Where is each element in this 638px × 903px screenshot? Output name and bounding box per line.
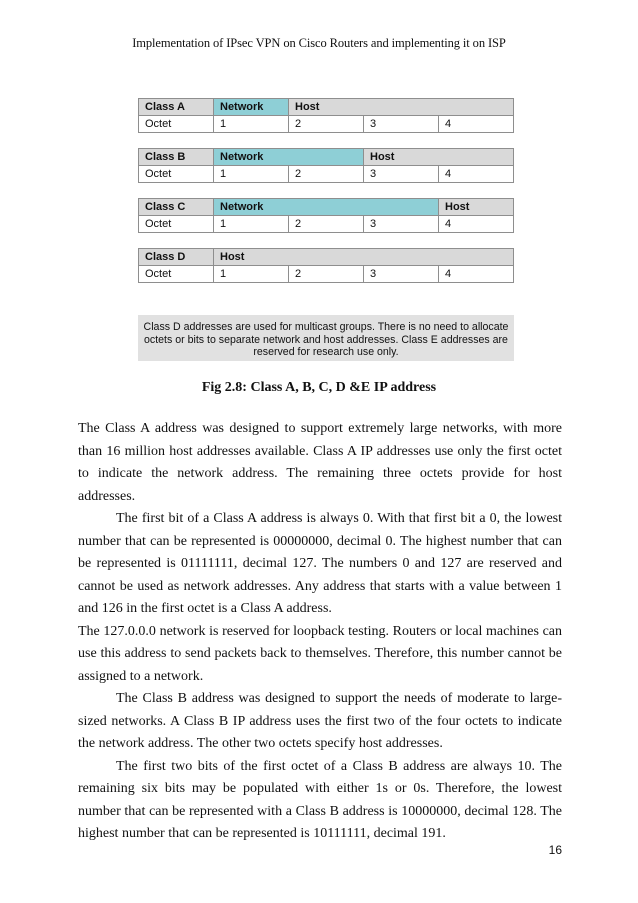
octet-number: 3 [364, 216, 439, 233]
network-cell: Network [214, 149, 364, 166]
paragraph: The first bit of a Class A address is always 0. With that first bit a 0, the lowest number that can be represented is 00000000, decimal 0. The highest number that can be represented is 01111111, decimal 127. The numbers 0 and 127 are reserved and cannot be used as network addresses. Any address that starts with a value between 1 and 126 in the first octet is a Class A address. [78, 511, 562, 616]
class-table [138, 98, 514, 133]
octet-number: 1 [214, 266, 289, 283]
paragraph: The Class A address was designed to support extremely large networks, with more than 16 million host addresses available. Class A IP addresses use only the first octet to indicate the network address. The remaining three octets provide for host addresses. [78, 421, 562, 504]
class-label: Class A [139, 99, 214, 116]
octet-number: 1 [214, 216, 289, 233]
octet-number: 2 [289, 116, 364, 133]
network-cell: Network [214, 99, 289, 116]
class-table [138, 248, 514, 283]
octet-number: 4 [439, 166, 514, 183]
page-number: 16 [548, 843, 562, 857]
octet-label: Octet [139, 216, 214, 233]
body-text [78, 418, 562, 846]
octet-label: Octet [139, 266, 214, 283]
octet-number: 2 [289, 216, 364, 233]
octet-number: 3 [364, 116, 439, 133]
octet-number: 3 [364, 266, 439, 283]
paragraph: The Class B address was designed to support the needs of moderate to large-sized networks. A Class B IP address uses the first two of the four octets to indicate the network address. The other two octets specify host addresses. [78, 691, 562, 751]
octet-number: 3 [364, 166, 439, 183]
ip-class-figure [138, 98, 514, 298]
paragraph: The first two bits of the first octet of a Class B address are always 10. The remaining six bits may be populated with either 1s or 0s. Therefore, the lowest number that can be represented with a Class B address is 10000000, decimal 128. The highest number that can be represented is 10111111, decimal 191. [78, 758, 562, 841]
class-label: Class C [139, 199, 214, 216]
octet-number: 2 [289, 266, 364, 283]
host-cell: Host [439, 199, 514, 216]
octet-label: Octet [139, 166, 214, 183]
octet-number: 4 [439, 216, 514, 233]
figure-caption: Fig 2.8: Class A, B, C, D &E IP address [201, 380, 437, 395]
octet-number: 1 [214, 116, 289, 133]
class-label: Class D [139, 249, 214, 266]
host-cell: Host [364, 149, 514, 166]
class-table [138, 148, 514, 183]
octet-number: 4 [439, 116, 514, 133]
octet-label: Octet [139, 116, 214, 133]
octet-number: 2 [289, 166, 364, 183]
paragraph: The 127.0.0.0 network is reserved for loopback testing. Routers or local machines can use this address to send packets back to themselves. Therefore, this number cannot be assigned to a network. [78, 623, 562, 684]
running-header: Implementation of IPsec VPN on Cisco Routers and implementing it on ISP [132, 36, 506, 50]
host-cell: Host [214, 249, 514, 266]
host-cell: Host [289, 99, 514, 116]
class-note: Class D addresses are used for multicast groups. There is no need to allocate octets or bits to separate network and host addresses. Class E addresses are reserved for research use only. [138, 315, 514, 361]
octet-number: 1 [214, 166, 289, 183]
network-cell: Network [214, 199, 439, 216]
class-label: Class B [139, 149, 214, 166]
octet-number: 4 [439, 266, 514, 283]
class-table [138, 198, 514, 233]
